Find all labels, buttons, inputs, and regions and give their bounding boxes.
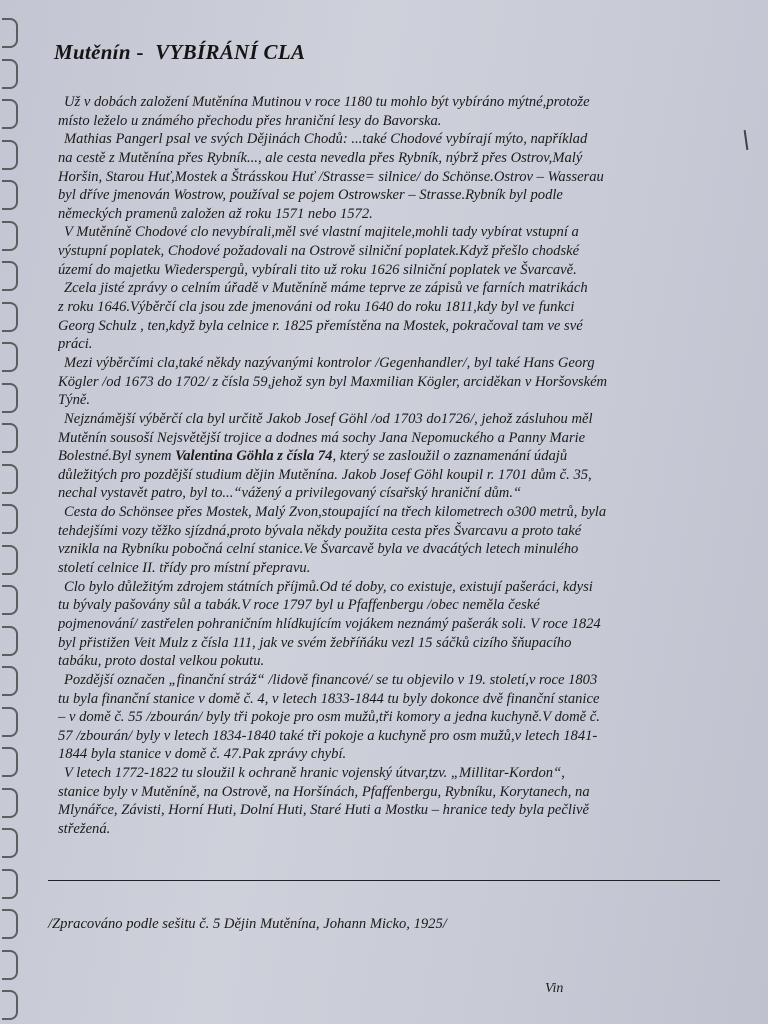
paragraph-first-line: Zcela jisté zprávy o celním úřadě v Mutěníně máme teprve ze zápisů ve farních matrikách xyxy=(64,280,588,297)
source-note: /Zpracováno podle sešitu č. 5 Dějin Mutěnína, Johann Micko, 1925/ xyxy=(48,916,447,932)
margin-pencil-mark xyxy=(744,130,749,150)
binding-ring xyxy=(2,423,18,453)
binding-ring xyxy=(2,585,18,615)
paragraph-first-line: V letech 1772-1822 tu sloužil k ochraně hranic vojenský útvar,tzv. „Millitar-Kordon“, xyxy=(64,765,565,782)
text-line: důležitých pro pozdější studium dějin Mutěnína. Jakob Josef Göhl koupil r. 1701 dům č. 35, xyxy=(58,466,592,483)
binding-ring xyxy=(2,180,18,210)
text-line: z roku 1646.Výběrčí cla jsou zde jmenováni od roku 1640 do roku 1811,kdy byl ve funkci xyxy=(58,299,575,316)
divider-line xyxy=(48,880,720,881)
paragraph-first-line: Mathias Pangerl psal ve svých Dějinách Chodů: ...také Chodové vybírají mýto, například xyxy=(64,131,588,148)
text-line: území do majetku Wiederspergů, vybírali tito už roku 1626 silniční poplatek ve Švarcavě. xyxy=(58,261,577,278)
binding-ring xyxy=(2,464,18,494)
article-body xyxy=(58,93,720,839)
binding-ring xyxy=(2,788,18,818)
text-line: střežená. xyxy=(58,820,111,837)
binding-ring xyxy=(2,140,18,170)
text-line: byl dříve jmenován Wostrow, používal se pojem Ostrowsker – Strasse.Rybník byl podle xyxy=(58,187,563,204)
paragraph-first-line: Mezi výběrčími cla,také někdy nazývanými kontrolor /Gegenhandler/, byl také Hans Georg xyxy=(64,354,595,371)
binding-ring xyxy=(2,747,18,777)
binding-ring xyxy=(2,707,18,737)
binding-ring xyxy=(2,950,18,980)
binding-ring xyxy=(2,545,18,575)
text-line: stanice byly v Mutěníně, na Ostrově, na Horšínách, Pfaffenbergu, Rybníku, Korytanech, na xyxy=(58,783,590,800)
text-line: století celnice II. třídy pro místní přepravu. xyxy=(58,560,311,577)
text-line: byl přistižen Veit Mulz z čísla 111, jak ve svém žebříňáku vezl 15 sáčků cizího šňupacího xyxy=(58,634,572,651)
binding-ring xyxy=(2,221,18,251)
paragraph-first-line: Cesta do Schönsee přes Mostek, Malý Zvon,stoupající na třech kilometrech o300 metrů, byla xyxy=(64,504,607,521)
title-place: Mutěnín xyxy=(54,40,131,64)
text-line: místo leželo u známého přechodu přes hraniční lesy do Bavorska. xyxy=(58,112,442,129)
text-line: vznikla na Rybníku pobočná celní stanice.Ve Švarcavě byla ve dvacátých letech minulého xyxy=(58,541,579,558)
text-line: 57 /zbourán/ byly v letech 1834-1840 také tři pokoje a kuchyně pro osm mužů,v letech 1841- xyxy=(58,727,598,744)
text-line: – v domě č. 55 /zbourán/ byly tři pokoje pro osm mužů,tři komory a jedna kuchyně.V domě č. xyxy=(58,709,600,726)
text-line: Mlynářce, Závisti, Horní Huti, Dolní Huti, Staré Huti a Mostku – hranice tedy byla pečlivě xyxy=(58,802,589,819)
binding-ring xyxy=(2,666,18,696)
text-line: tu byla finanční stanice v domě č. 4, v letech 1833-1844 tu byly dokonce dvě finanční stanice xyxy=(58,690,600,707)
text-line: tabáku, proto dostal velkou pokutu. xyxy=(58,653,265,670)
text-line: Mutěnín sousoší Nejsvětější trojice a dodnes má sochy Jana Nepomuckého a Panny Marie xyxy=(58,429,586,446)
text-line: práci. xyxy=(58,336,93,353)
page-title xyxy=(54,40,305,65)
spiral-binding xyxy=(0,0,24,1024)
paragraph-first-line: Už v dobách založení Mutěnína Mutinou v roce 1180 tu mohlo být vybíráno mýtné,protože xyxy=(64,94,590,110)
bold-phrase: Valentina Göhla z čísla 74 xyxy=(175,448,333,465)
paragraph-first-line: V Mutěníně Chodové clo nevybírali,měl své vlastní majitele,mohli tady vybírat vstupní a xyxy=(64,224,579,241)
text-line: výstupní poplatek, Chodové požadovali na Ostrově silniční poplatek.Když přešlo chodské xyxy=(58,243,580,260)
text-line: pojmenování/ zastřelen pohraničním hlídkujícím vojákem neznámý pašerák soli. V roce 1824 xyxy=(58,615,601,632)
binding-ring xyxy=(2,504,18,534)
signature: Vin xyxy=(545,981,564,996)
text-line: nechal vystavět patro, byl to...“vážený a privilegovaný císařský hraniční dům.“ xyxy=(58,485,522,502)
binding-ring xyxy=(2,261,18,291)
paragraph-first-line: Clo bylo důležitým zdrojem státních příjmů.Od té doby, co existuje, existují pašeráci, kdysi xyxy=(64,578,593,595)
binding-ring xyxy=(2,869,18,899)
binding-ring xyxy=(2,909,18,939)
binding-ring xyxy=(2,99,18,129)
text-line: tu bývaly pašovány sůl a tabák.V roce 1797 byl u Pfaffenbergu /obec neměla české xyxy=(58,597,540,614)
text-line: německých pramenů založen až roku 1571 nebo 1572. xyxy=(58,205,373,222)
binding-ring xyxy=(2,302,18,332)
binding-ring xyxy=(2,990,18,1020)
text-line: Kögler /od 1673 do 1702/ z čísla 59,jehož syn byl Maxmilian Kögler, arciděkan v Horšovském xyxy=(58,373,608,390)
binding-ring xyxy=(2,342,18,372)
binding-ring xyxy=(2,18,18,48)
text-line: Bolestné.Byl synem Valentina Göhla z čísla 74, který se zasloužil o zaznamenání údajů xyxy=(58,448,568,465)
binding-ring xyxy=(2,383,18,413)
title-subject: VYBÍRÁNÍ CLA xyxy=(155,40,306,64)
text-line: na cestě z Mutěnína přes Rybník..., ale cesta nevedla přes Rybník, nýbrž přes Ostrov,Malý xyxy=(58,149,583,166)
binding-ring xyxy=(2,828,18,858)
text-line: Georg Schulz , ten,když byla celnice r. 1825 přemístěna na Mostek, pokračoval tam ve své xyxy=(58,317,583,334)
binding-ring xyxy=(2,59,18,89)
text-line: tehdejšími vozy těžko sjízdná,proto bývala někdy použita cesta přes Švarcavu a proto také xyxy=(58,522,582,539)
paragraph-first-line: Pozdější označen „finanční stráž“ /lidově financové/ se tu objevilo v 19. století,v roce 1803 xyxy=(64,671,598,688)
text-line: Horšin, Starou Huť,Mostek a Štrásskou Huť /Strasse= silnice/ do Schönse.Ostrov – Wasserau xyxy=(58,168,604,185)
text-line: 1844 byla stanice v domě č. 47.Pak zprávy chybí. xyxy=(58,746,347,763)
text-line: Týně. xyxy=(58,392,91,409)
binding-ring xyxy=(2,626,18,656)
paragraph-first-line: Nejznámější výběrčí cla byl určitě Jakob Josef Göhl /od 1703 do1726/, jehož zásluhou měl xyxy=(64,410,593,427)
title-separator: - xyxy=(136,40,144,64)
